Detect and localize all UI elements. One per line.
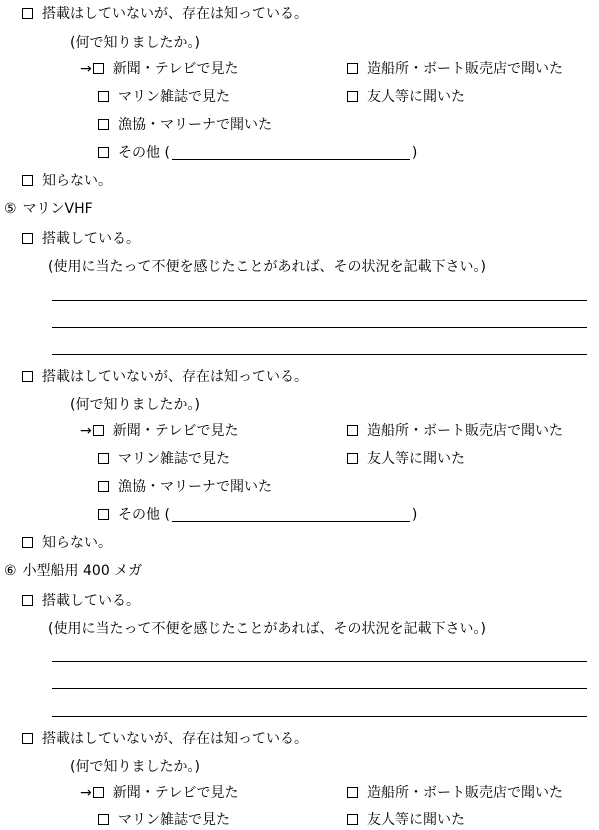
option-aware-not-installed[interactable]: 搭載はしていないが、存在は知っている。 <box>22 367 308 387</box>
checkbox[interactable] <box>93 787 104 798</box>
checkbox[interactable] <box>98 814 109 825</box>
arrow-icon: → <box>80 785 92 801</box>
source-other[interactable]: その他 ( ) <box>98 505 417 525</box>
checkbox[interactable] <box>98 147 109 158</box>
checkbox[interactable] <box>93 63 104 74</box>
source-shipyard[interactable]: 造船所・ボート販売店で聞いた <box>347 421 563 441</box>
how-known-prompt: (何で知りましたか。) <box>70 35 200 51</box>
option-installed[interactable]: 搭載している。 <box>22 591 140 611</box>
option-aware-not-installed[interactable]: 搭載はしていないが、存在は知っている。 <box>22 729 308 749</box>
option-dont-know[interactable]: 知らない。 <box>22 171 112 191</box>
checkbox[interactable] <box>22 233 33 244</box>
source-friends[interactable]: 友人等に聞いた <box>347 449 465 469</box>
answer-line[interactable] <box>52 716 587 717</box>
checkbox[interactable] <box>347 425 358 436</box>
source-news-tv[interactable]: → 新聞・テレビで見た <box>80 785 239 801</box>
checkbox[interactable] <box>347 453 358 464</box>
checkbox[interactable] <box>347 814 358 825</box>
section-heading-5: ⑤ マリンVHF <box>4 201 93 217</box>
checkbox[interactable] <box>22 733 33 744</box>
section-heading-6: ⑥ 小型船用 400 メガ <box>4 563 143 579</box>
checkbox[interactable] <box>22 175 33 186</box>
checkbox[interactable] <box>98 119 109 130</box>
source-news-tv[interactable]: → 新聞・テレビで見た <box>80 61 239 77</box>
option-aware-not-installed[interactable]: 搭載はしていないが、存在は知っている。 <box>22 4 308 24</box>
source-marine-magazine[interactable]: マリン雑誌で見た <box>98 87 230 107</box>
answer-line[interactable] <box>52 354 587 355</box>
arrow-icon: → <box>80 61 92 77</box>
how-known-prompt: (何で知りましたか。) <box>70 397 200 413</box>
source-marine-magazine[interactable]: マリン雑誌で見た <box>98 810 230 830</box>
option-installed[interactable]: 搭載している。 <box>22 229 140 249</box>
arrow-icon: → <box>80 423 92 439</box>
source-shipyard[interactable]: 造船所・ボート販売店で聞いた <box>347 59 563 79</box>
source-friends[interactable]: 友人等に聞いた <box>347 87 465 107</box>
answer-line[interactable] <box>52 688 587 689</box>
checkbox[interactable] <box>98 91 109 102</box>
source-shipyard[interactable]: 造船所・ボート販売店で聞いた <box>347 783 563 803</box>
checkbox[interactable] <box>347 91 358 102</box>
source-marine-magazine[interactable]: マリン雑誌で見た <box>98 449 230 469</box>
checkbox[interactable] <box>347 787 358 798</box>
checkbox[interactable] <box>347 63 358 74</box>
checkbox[interactable] <box>22 595 33 606</box>
checkbox[interactable] <box>22 8 33 19</box>
how-known-prompt: (何で知りましたか。) <box>70 759 200 775</box>
source-fishery-marina[interactable]: 漁協・マリーナで聞いた <box>98 477 272 497</box>
source-friends[interactable]: 友人等に聞いた <box>347 810 465 830</box>
other-blank-field[interactable] <box>172 146 410 160</box>
checkbox[interactable] <box>98 509 109 520</box>
inconvenience-prompt: (使用に当たって不便を感じたことがあれば、その状況を記載下さい。) <box>48 259 486 275</box>
inconvenience-prompt: (使用に当たって不便を感じたことがあれば、その状況を記載下さい。) <box>48 621 486 637</box>
other-blank-field[interactable] <box>172 508 410 522</box>
source-other[interactable]: その他 ( ) <box>98 143 417 163</box>
checkbox[interactable] <box>98 481 109 492</box>
checkbox[interactable] <box>93 425 104 436</box>
answer-line[interactable] <box>52 300 587 301</box>
checkbox[interactable] <box>22 371 33 382</box>
option-dont-know[interactable]: 知らない。 <box>22 533 112 553</box>
answer-line[interactable] <box>52 661 587 662</box>
checkbox[interactable] <box>98 453 109 464</box>
answer-line[interactable] <box>52 327 587 328</box>
source-fishery-marina[interactable]: 漁協・マリーナで聞いた <box>98 115 272 135</box>
source-news-tv[interactable]: → 新聞・テレビで見た <box>80 423 239 439</box>
checkbox[interactable] <box>22 537 33 548</box>
